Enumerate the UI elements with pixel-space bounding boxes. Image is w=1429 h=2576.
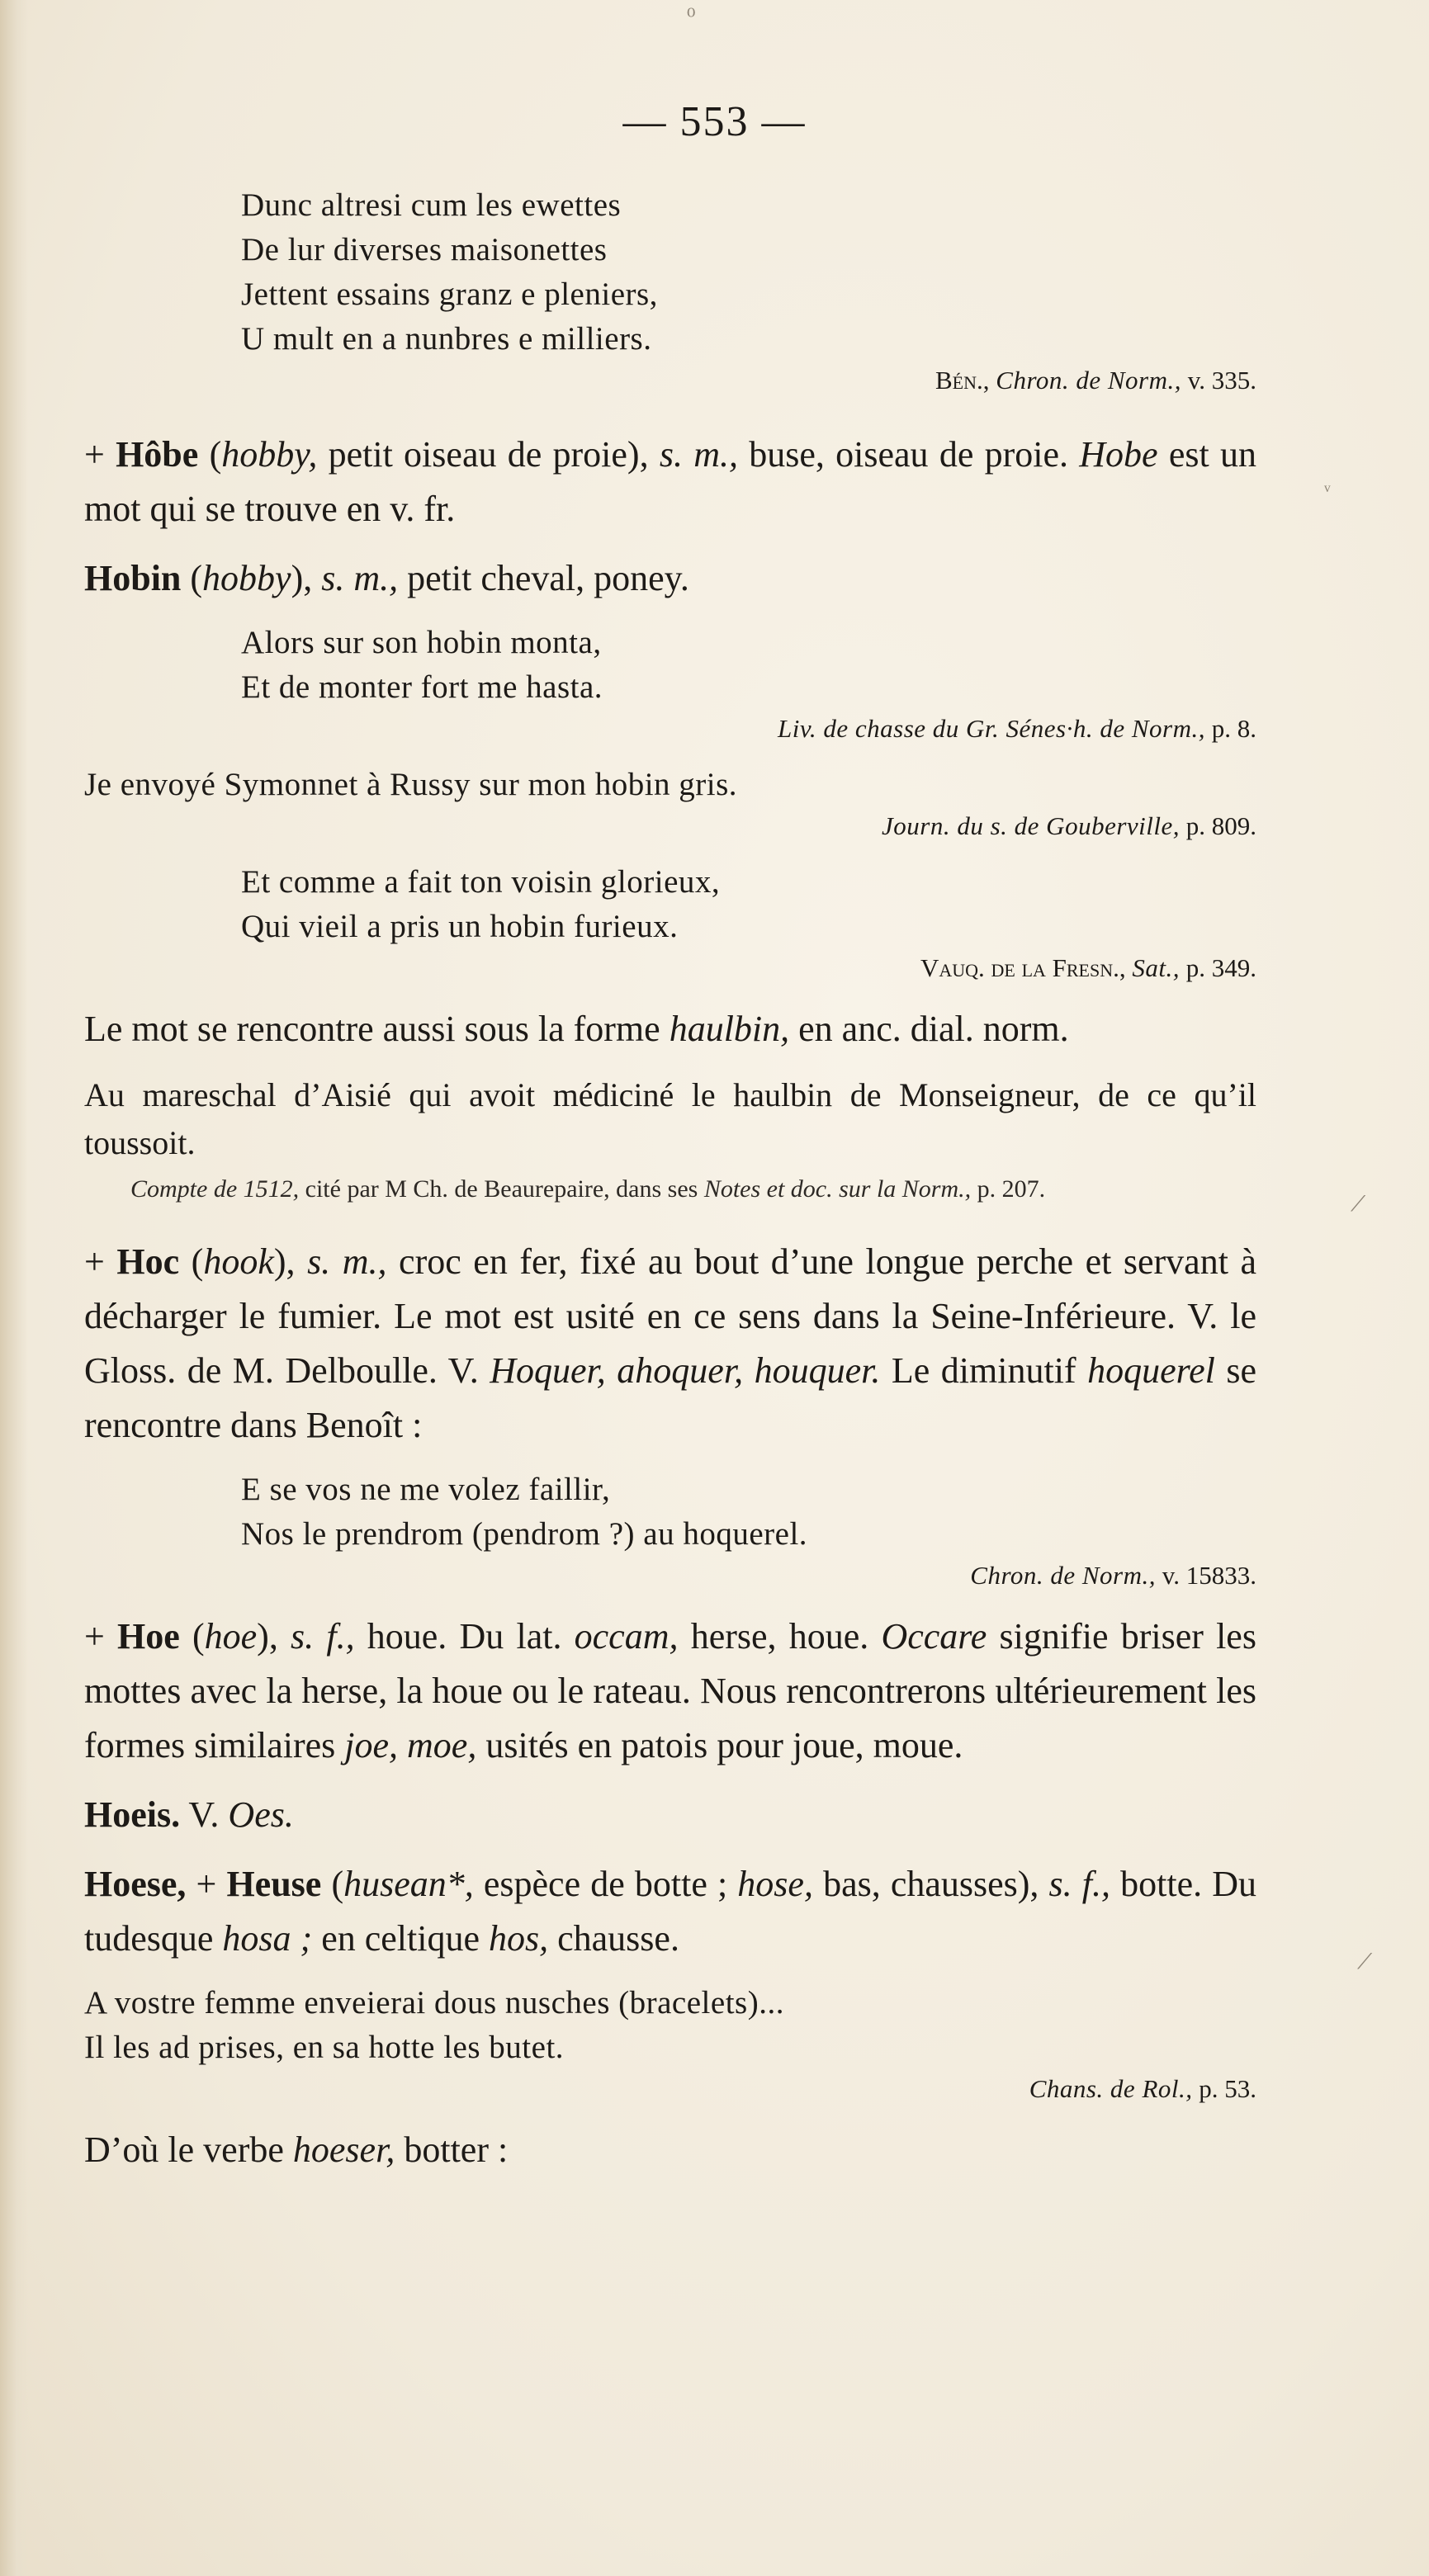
quote-line: Et comme a fait ton voisin glorieux, [241,864,721,900]
source-work: Chron. de Norm., [970,1561,1156,1590]
headword: Hoeis. [84,1794,181,1835]
plus-marker: + [84,1241,117,1282]
source-author: Bén., [935,366,990,395]
quote-benoit [241,183,1256,362]
cross-reference: Oes. [228,1794,294,1835]
form: hosa ; [222,1918,313,1959]
grammar: s. m., [659,434,738,475]
cross-reference: Hoquer, ahoquer, houquer. [490,1350,881,1391]
headword: Hoese, [84,1864,187,1904]
text: V. [180,1794,229,1835]
text: ( [179,1616,205,1657]
margin-mark-right-c: ⟋ [1357,1950,1373,1973]
source-loc: p. 207. [971,1175,1046,1203]
quote-line: E se vos ne me volez faillir, [241,1472,611,1507]
text: ( [179,1241,204,1282]
text: usités en patois pour joue, moue. [476,1725,963,1765]
headword: Hobin [84,558,182,598]
quote-line: De lur diverses maisonettes [241,232,608,267]
quote-hobin-2 [84,763,1256,807]
etymology: hoe [204,1616,258,1657]
grammar: s. f., [1048,1864,1111,1904]
text [398,1725,407,1765]
text: botter : [395,2129,509,2170]
quote-source [84,362,1256,399]
quote-line: U mult en a nunbres e milliers. [241,321,652,357]
quote-source [84,710,1256,748]
form: joe, [344,1725,399,1765]
quote-line: Dunc altresi cum les ewettes [241,187,622,223]
text: ( [181,558,203,598]
quote-source [84,949,1256,987]
spacer [84,987,1256,1002]
text: Le mot se rencontre aussi sous la forme [84,1009,670,1049]
grammar: s. m., [307,1241,387,1282]
entry-hoeis [84,1788,1256,1842]
spacer [84,1966,1256,1981]
dictionary-column [84,183,1256,2177]
etymology: hobby, [221,434,318,475]
quote-line: Qui vieil a pris un hobin furieux. [241,909,679,944]
citation [130,1172,1256,1207]
hoese-tail [84,2123,1256,2177]
text: herse, houe. [678,1616,882,1657]
entry-hobin [84,551,1256,606]
form: moe, [407,1725,477,1765]
text: buse, oiseau de proie. [737,434,1080,475]
source-work: Sat., [1132,953,1180,982]
text: ( [321,1864,344,1904]
source-work: Journ. du s. de Gouberville, [882,811,1180,840]
quote-hobin-1 [241,621,1256,710]
spacer [84,1595,1256,1609]
quote-line: Je envoyé Symonnet à Russy sur mon hobin gris. [84,767,738,802]
entry-hoese [84,1857,1256,1966]
text: est un mot qui se trouve en v. fr. [84,434,1256,529]
margin-mark-right-a: ᵛ [1324,479,1331,503]
spacer [84,1842,1256,1857]
quote-line: Alors sur son hobin monta, [241,625,602,660]
etymology: hook [203,1241,274,1282]
headword: Hôbe [116,434,199,475]
quote-hoese [84,1981,1256,2070]
text: bas, chausses), [812,1864,1049,1904]
spacer [84,606,1256,621]
form: Hobe [1079,434,1158,475]
spacer [84,1056,1256,1071]
margin-mark-right-b: ⟋ [1351,1192,1366,1216]
latin-form: occam, [574,1616,679,1657]
headword: Hoe [117,1616,180,1657]
spacer [84,399,1256,428]
spacer [84,1773,1256,1788]
source-work: Liv. de chasse du Gr. Sénes∙h. de Norm., [778,714,1205,743]
text: ( [198,434,222,475]
text: Au mareschal d’Aisié qui avoit médiciné le haulbin de Monseigneur, de ce qu’il toussoit. [84,1076,1256,1161]
plus-marker: + [84,1616,118,1657]
quote-hoc [241,1468,1256,1557]
text: ), [257,1616,291,1657]
spacer [84,845,1256,860]
grammar: s. f., [291,1616,355,1657]
entry-hoe [84,1609,1256,1773]
headword: Hoc [116,1241,180,1282]
entry-hobe [84,428,1256,536]
spacer [84,1453,1256,1468]
form: hos, [488,1918,549,1959]
latin-form: Occare [881,1616,987,1657]
spacer [84,1207,1256,1235]
text: botte. Du tudesque [84,1864,1256,1959]
quote-line: Jettent essains granz e pleniers, [241,277,658,312]
text: espèce de botte ; [473,1864,738,1904]
form: hose, [737,1864,813,1904]
text: en celtique [312,1918,489,1959]
headword: Heuse [226,1864,322,1904]
text: croc en fer, fixé au bout d’une longue perche et servant à décharger le fumier. Le mot est usité en ce sens dans la Seine-Inférieure. V. le Gloss. de M. Delboulle. V. [84,1241,1256,1391]
source-loc: p. 53. [1199,2074,1256,2103]
text: se rencontre dans Benoît : [84,1350,1257,1445]
source-work: Chron. de Norm., [996,366,1181,395]
text: chausse. [548,1918,679,1959]
quote-line: Il les ad prises, en sa hotte les butet. [84,2030,565,2065]
source-loc: p. 349. [1185,953,1256,982]
plus-marker: + [186,1864,227,1904]
quote-hobin-3 [241,860,1256,949]
source-author: Vauq. de la Fresn., [920,953,1126,982]
plus-marker: + [84,434,116,475]
source-work: Notes et doc. sur la Norm., [703,1175,972,1203]
etymology: husean*, [343,1864,474,1904]
quote-source [84,1557,1256,1595]
book-spine-shadow [0,0,28,2576]
source-loc: p. 8. [1211,714,1256,743]
margin-mark-top: ⁰ [687,5,696,29]
form: hoquerel [1087,1350,1215,1391]
form: haulbin, [669,1009,790,1049]
text: ), [291,558,322,598]
quote-line: A vostre femme enveierai dous nusches (bracelets)... [84,1985,784,2021]
entry-hoc [84,1235,1256,1453]
etymology: hobby [202,558,291,598]
quote-source [84,2070,1256,2108]
text: Le diminutif [880,1350,1088,1391]
text: ), [273,1241,308,1282]
source-loc: v. 15833. [1162,1561,1256,1590]
quote-source [84,807,1256,845]
grammar: s. m., [321,558,399,598]
hobin-note [84,1002,1256,1056]
text: en anc. dial. norm. [789,1009,1069,1049]
text: signifie briser les mottes avec la herse, la houe ou le rateau. Nous rencontrerons ultérieurement les formes similaires [84,1616,1256,1765]
text: petit oiseau de proie), [317,434,660,475]
quote-hobin-4 [84,1071,1256,1167]
quote-line: Nos le prendrom (pendrom ?) au hoquerel. [241,1516,808,1552]
source-loc: p. 809. [1185,811,1256,840]
form: hoeser, [292,2129,395,2170]
source-work: Chans. de Rol., [1029,2074,1193,2103]
quote-line: Et de monter fort me hasta. [241,669,603,705]
text: petit cheval, poney. [398,558,689,598]
text: cité par M Ch. de Beaurepaire, dans ses [299,1175,704,1203]
spacer [84,748,1256,763]
page-number: — 553 — [622,98,807,145]
spacer [84,2108,1256,2123]
spacer [84,536,1256,551]
text: D’où le verbe [84,2129,293,2170]
source-loc: v. 335. [1187,366,1256,395]
source-work: Compte de 1512, [130,1175,300,1203]
text: houe. Du lat. [354,1616,575,1657]
